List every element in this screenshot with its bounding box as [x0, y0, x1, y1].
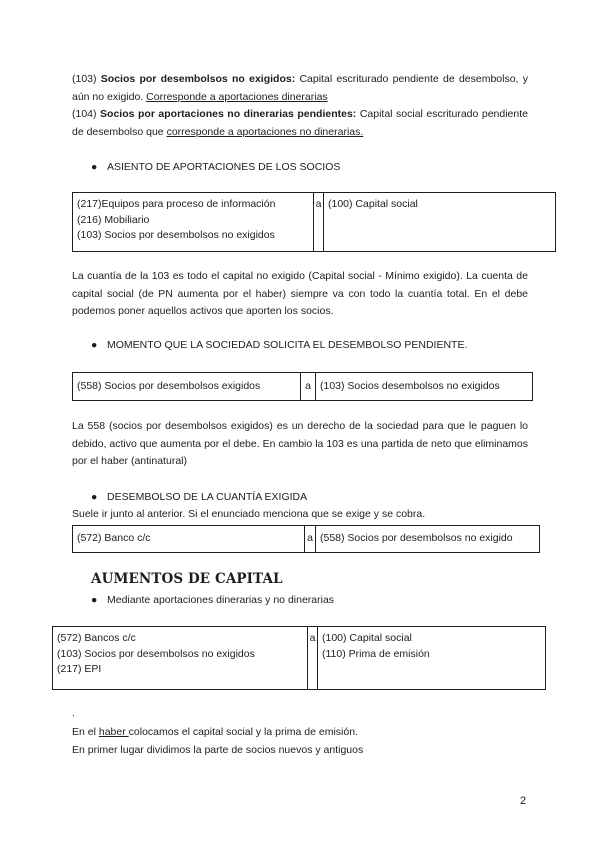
credit-line: (110) Prima de emisión: [322, 647, 430, 660]
journal-entry-solicitud: [72, 372, 533, 401]
bullet-icon: ●: [91, 161, 98, 173]
aumentos-note-2: En primer lugar dividimos la parte de socios nuevos y antiguos: [72, 743, 364, 756]
a-separator: a: [314, 193, 324, 252]
journal-entry-desembolso: [72, 525, 540, 553]
debit-column: (558) Socios por desembolsos exigidos: [73, 373, 301, 401]
section2-explanation: La 558 (socios por desembolsos exigidos) es un derecho de la sociedad para que le paguen lo debido, activo que aumenta por el debe. En cambio la 103 es una partida de neto que eliminamos por el haber (antinatural): [72, 420, 528, 467]
intro-103: (103) Socios por desembolsos no exigidos: Capital escriturado pendiente de desembolso, y aún no exigido. Corresponde a aportaciones dinerarias: [72, 73, 528, 103]
bullet-icon: ●: [91, 339, 98, 351]
credit-line: (100) Capital social: [322, 632, 412, 644]
section3-note: Suele ir junto al anterior. Si el enunciado menciona que se exige y se cobra.: [72, 508, 426, 520]
aumentos-notes: [72, 724, 528, 759]
journal-entry-aportaciones: [72, 192, 556, 252]
credit-column: (103) Socios desembolsos no exigidos: [316, 373, 533, 401]
section1-explanation: La cuantía de la 103 es todo el capital no exigido (Capital social - Mínimo exigido). La cuenta de capital social (de PN aumenta por el haber) siempre va con todo la cuantía total. En el debe podemos poner aquellos activos que aporten los socios.: [72, 270, 528, 317]
stray-dot: .: [72, 707, 75, 719]
debit-column: (572) Banco c/c: [73, 526, 305, 553]
intro-paragraph: [72, 71, 528, 141]
debit-line: (572) Bancos c/c: [57, 632, 136, 644]
aumentos-note-1: En el haber colocamos el capital social y la prima de emisión.: [72, 726, 358, 738]
bullet-icon: ●: [91, 594, 98, 606]
aumentos-heading: AUMENTOS DE CAPITAL: [91, 571, 283, 587]
section3-heading: ● DESEMBOLSO DE LA CUANTÍA EXIGIDA: [91, 491, 308, 503]
a-separator: a: [301, 373, 316, 401]
debit-line: (217)Equipos para proceso de información: [77, 198, 276, 210]
debit-line: (103) Socios por desembolsos no exigidos: [77, 229, 275, 241]
debit-column: [53, 627, 308, 690]
a-separator: a: [308, 627, 318, 690]
section2-heading: ● MOMENTO QUE LA SOCIEDAD SOLICITA EL DESEMBOLSO PENDIENTE.: [91, 339, 468, 351]
credit-column: (558) Socios por desembolsos no exigido: [316, 526, 540, 553]
debit-column: [73, 193, 314, 252]
debit-line: (217) EPI: [57, 663, 102, 675]
debit-line: (216) Mobiliario: [77, 213, 150, 226]
credit-column: [318, 627, 546, 690]
aumentos-bullet: ● Mediante aportaciones dinerarias y no dinerarias: [91, 594, 335, 606]
debit-line: (103) Socios por desembolsos no exigidos: [57, 647, 255, 660]
page-number: 2: [520, 795, 527, 807]
credit-line: (100) Capital social: [328, 198, 418, 210]
journal-entry-aumento: [52, 626, 546, 690]
credit-column: [324, 193, 556, 252]
section1-heading: ● ASIENTO DE APORTACIONES DE LOS SOCIOS: [91, 161, 341, 173]
bullet-icon: ●: [91, 491, 98, 503]
a-separator: a: [305, 526, 316, 553]
intro-104: (104) Socios por aportaciones no dinerarias pendientes: Capital social escriturado pendiente de desembolso que corresponde a aportaciones no dinerarias.: [72, 108, 528, 138]
